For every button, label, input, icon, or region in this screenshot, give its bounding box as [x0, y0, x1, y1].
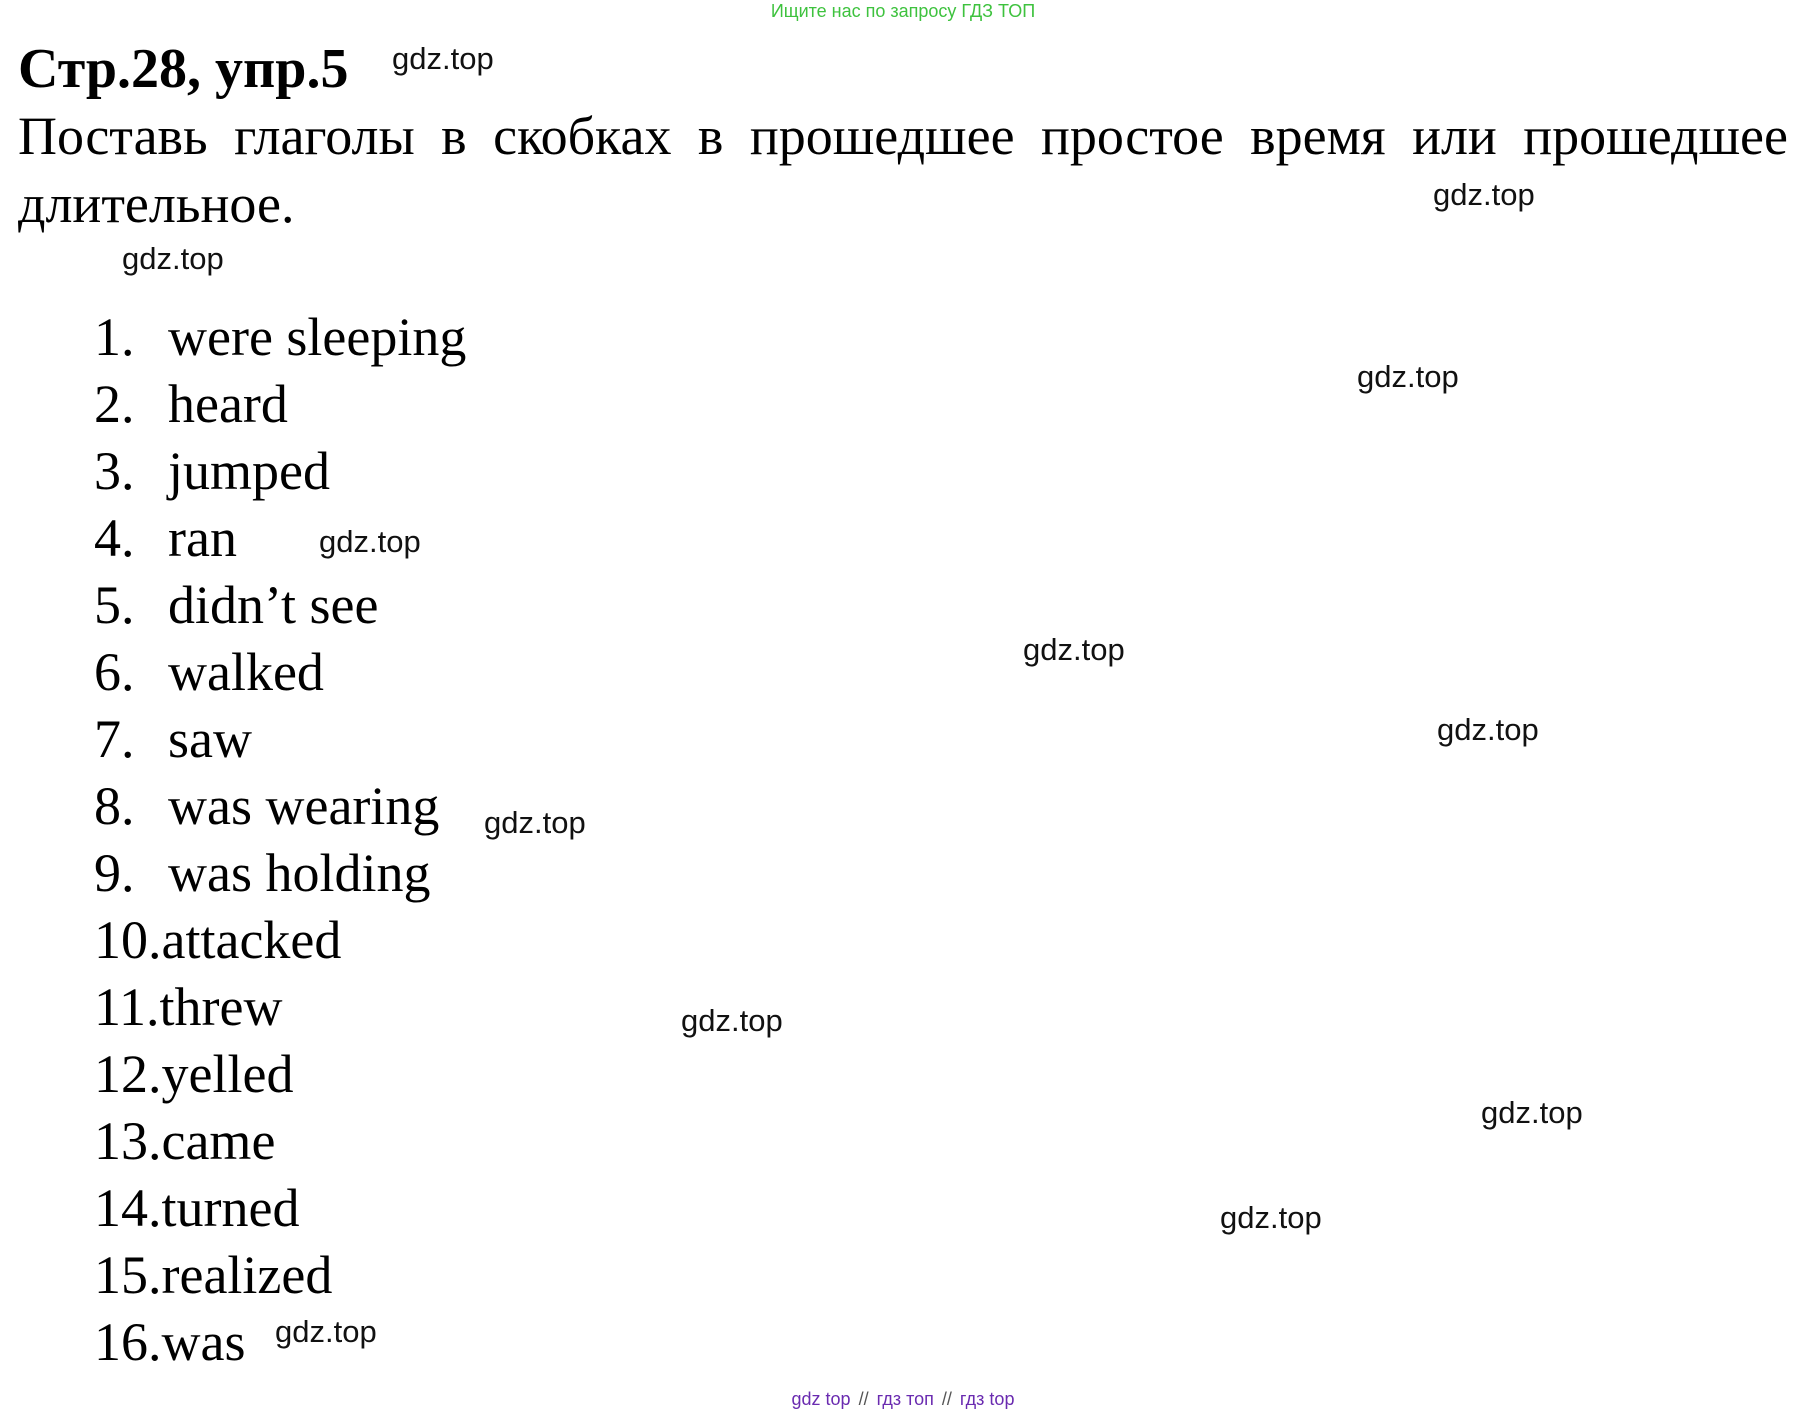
watermark: gdz.top: [1357, 359, 1459, 394]
answer-text: yelled: [161, 1044, 294, 1104]
watermark: gdz.top: [122, 241, 224, 276]
answer-text: jumped: [168, 441, 330, 501]
answer-item: [94, 974, 466, 1041]
footer-separator: //: [858, 1389, 869, 1409]
answer-number: 16.: [94, 1312, 162, 1372]
answer-text: didn’t see: [168, 575, 379, 635]
answer-text: turned: [161, 1178, 300, 1238]
answer-item: [94, 572, 466, 639]
answer-text: realized: [161, 1245, 333, 1305]
footer: [0, 1389, 1806, 1409]
answer-number: 2.: [94, 374, 135, 434]
watermark: gdz.top: [1437, 712, 1539, 747]
footer-separator: //: [941, 1389, 952, 1409]
answer-text: threw: [159, 977, 283, 1037]
answer-number: 13.: [94, 1111, 162, 1171]
answer-number: 5.: [94, 575, 135, 635]
answer-text: was wearing: [168, 776, 440, 836]
answer-item: [94, 1041, 466, 1108]
answer-text: saw: [168, 709, 252, 769]
answer-item: [94, 371, 466, 438]
page-title: Стр.28, упр.5: [18, 38, 349, 100]
answer-item: [94, 1242, 466, 1309]
answer-number: 3.: [94, 441, 135, 501]
top-banner: Ищите нас по запросу ГДЗ ТОП: [770, 1, 1036, 21]
answer-item: [94, 907, 466, 974]
watermark: gdz.top: [275, 1314, 377, 1349]
answer-number: 6.: [94, 642, 135, 702]
footer-link-gdz-top[interactable]: gdz top: [791, 1389, 851, 1409]
watermark: gdz.top: [1481, 1095, 1583, 1130]
watermark: gdz.top: [319, 524, 421, 559]
answer-number: 15.: [94, 1245, 162, 1305]
answer-item: [94, 438, 466, 505]
watermark: gdz.top: [484, 805, 586, 840]
answer-text: was holding: [168, 843, 431, 903]
answer-number: 4.: [94, 508, 135, 568]
answer-item: [94, 304, 466, 371]
answer-number: 7.: [94, 709, 135, 769]
watermark: gdz.top: [1023, 632, 1125, 667]
answer-item: [94, 1175, 466, 1242]
answer-item: [94, 639, 466, 706]
answer-number: 11.: [94, 977, 160, 1037]
answer-text: came: [161, 1111, 276, 1171]
watermark: gdz.top: [392, 41, 494, 76]
answer-number: 9.: [94, 843, 135, 903]
footer-link-gdz-top-ru[interactable]: гдз топ: [876, 1389, 934, 1409]
answer-item: [94, 773, 466, 840]
watermark: gdz.top: [1433, 177, 1535, 212]
answer-text: was: [161, 1312, 246, 1372]
answer-text: were sleeping: [168, 307, 467, 367]
answer-text: walked: [168, 642, 324, 702]
answer-text: attacked: [161, 910, 342, 970]
answer-text: ran: [168, 508, 237, 568]
answer-item: [94, 706, 466, 773]
answer-number: 14.: [94, 1178, 162, 1238]
answer-item: [94, 840, 466, 907]
answer-text: heard: [168, 374, 288, 434]
watermark: gdz.top: [1220, 1200, 1322, 1235]
exercise-instruction: Поставь глаголы в скобках в прошедшее простое время или прошедшее длительное.: [18, 106, 1788, 234]
answer-item: [94, 1108, 466, 1175]
answer-number: 12.: [94, 1044, 162, 1104]
answer-list: [94, 304, 466, 1376]
answer-number: 8.: [94, 776, 135, 836]
watermark: gdz.top: [681, 1003, 783, 1038]
answer-number: 10.: [94, 910, 162, 970]
answer-number: 1.: [94, 307, 135, 367]
footer-link-gdz-top-mixed[interactable]: гдз top: [959, 1389, 1015, 1409]
